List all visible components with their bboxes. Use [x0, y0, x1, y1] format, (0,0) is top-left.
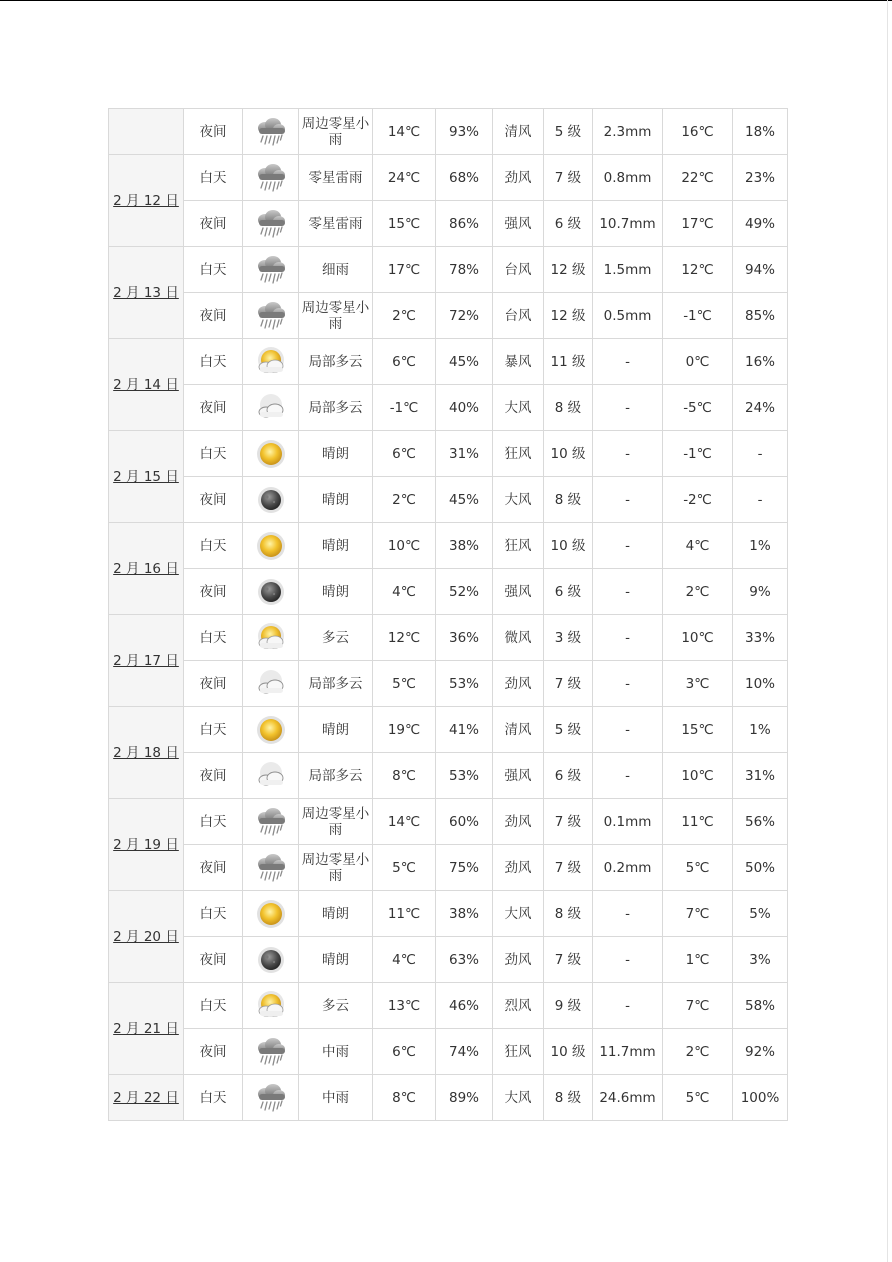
wind-cell: 劲风	[493, 845, 544, 891]
feels-like-cell: 2℃	[663, 1029, 733, 1075]
probability-cell: 94%	[733, 247, 788, 293]
icon-cell	[243, 385, 299, 431]
humidity-cell: 38%	[436, 891, 493, 937]
condition-cell: 中雨	[299, 1075, 373, 1121]
wind-cell: 狂风	[493, 523, 544, 569]
precipitation-cell: 10.7mm	[593, 201, 663, 247]
period-cell: 夜间	[184, 753, 243, 799]
date-label: 2 月 15 日	[113, 468, 179, 485]
probability-cell: 33%	[733, 615, 788, 661]
weather-forecast-table	[108, 108, 788, 1121]
probability-cell: 49%	[733, 201, 788, 247]
feels-like-cell: 22℃	[663, 155, 733, 201]
table-row	[109, 661, 788, 707]
date-label: 2 月 12 日	[113, 192, 179, 209]
humidity-cell: 60%	[436, 799, 493, 845]
table-row	[109, 247, 788, 293]
temperature-cell: 12℃	[373, 615, 436, 661]
condition-cell: 中雨	[299, 1029, 373, 1075]
probability-cell: 92%	[733, 1029, 788, 1075]
date-cell	[109, 109, 184, 155]
rain-icon	[254, 1035, 288, 1069]
partly-cloudy-night-icon	[254, 759, 288, 793]
wind-cell: 劲风	[493, 799, 544, 845]
icon-cell	[243, 799, 299, 845]
wind-cell: 强风	[493, 569, 544, 615]
precipitation-cell: -	[593, 431, 663, 477]
temperature-cell: 14℃	[373, 799, 436, 845]
date-label: 2 月 22 日	[113, 1089, 179, 1106]
feels-like-cell: -1℃	[663, 293, 733, 339]
precipitation-cell: -	[593, 891, 663, 937]
table-row	[109, 1075, 788, 1121]
moon-icon	[254, 943, 288, 977]
feels-like-cell: -1℃	[663, 431, 733, 477]
condition-cell: 周边零星小雨	[299, 109, 373, 155]
precipitation-cell: 0.8mm	[593, 155, 663, 201]
probability-cell: 3%	[733, 937, 788, 983]
table-row	[109, 983, 788, 1029]
precipitation-cell: 2.3mm	[593, 109, 663, 155]
wind-cell: 劲风	[493, 937, 544, 983]
condition-cell: 局部多云	[299, 753, 373, 799]
humidity-cell: 89%	[436, 1075, 493, 1121]
wind-level-cell: 10 级	[544, 1029, 593, 1075]
table-row	[109, 937, 788, 983]
table-row	[109, 431, 788, 477]
table-row	[109, 523, 788, 569]
humidity-cell: 46%	[436, 983, 493, 1029]
wind-cell: 大风	[493, 891, 544, 937]
precipitation-cell: 1.5mm	[593, 247, 663, 293]
probability-cell: -	[733, 431, 788, 477]
feels-like-cell: 1℃	[663, 937, 733, 983]
probability-cell: 16%	[733, 339, 788, 385]
humidity-cell: 45%	[436, 477, 493, 523]
icon-cell	[243, 109, 299, 155]
probability-cell: 10%	[733, 661, 788, 707]
icon-cell	[243, 523, 299, 569]
wind-level-cell: 6 级	[544, 569, 593, 615]
temperature-cell: 6℃	[373, 339, 436, 385]
temperature-cell: 8℃	[373, 753, 436, 799]
wind-level-cell: 7 级	[544, 155, 593, 201]
precipitation-cell: -	[593, 983, 663, 1029]
period-cell: 白天	[184, 1075, 243, 1121]
date-cell	[109, 799, 184, 891]
icon-cell	[243, 983, 299, 1029]
humidity-cell: 63%	[436, 937, 493, 983]
feels-like-cell: 15℃	[663, 707, 733, 753]
table-row	[109, 799, 788, 845]
feels-like-cell: 17℃	[663, 201, 733, 247]
wind-level-cell: 12 级	[544, 293, 593, 339]
feels-like-cell: -5℃	[663, 385, 733, 431]
icon-cell	[243, 569, 299, 615]
period-cell: 白天	[184, 615, 243, 661]
page-top-rule	[0, 0, 892, 1]
humidity-cell: 86%	[436, 201, 493, 247]
condition-cell: 晴朗	[299, 707, 373, 753]
date-cell	[109, 615, 184, 707]
humidity-cell: 74%	[436, 1029, 493, 1075]
date-cell	[109, 523, 184, 615]
partly-cloudy-night-icon	[254, 667, 288, 701]
humidity-cell: 45%	[436, 339, 493, 385]
wind-level-cell: 11 级	[544, 339, 593, 385]
wind-level-cell: 7 级	[544, 799, 593, 845]
temperature-cell: 13℃	[373, 983, 436, 1029]
period-cell: 白天	[184, 799, 243, 845]
table-row	[109, 109, 788, 155]
rain-icon	[254, 207, 288, 241]
rain-icon	[254, 805, 288, 839]
date-label: 2 月 18 日	[113, 744, 179, 761]
period-cell: 夜间	[184, 1029, 243, 1075]
feels-like-cell: 2℃	[663, 569, 733, 615]
table-row	[109, 201, 788, 247]
wind-level-cell: 5 级	[544, 109, 593, 155]
table-row	[109, 155, 788, 201]
humidity-cell: 31%	[436, 431, 493, 477]
wind-cell: 强风	[493, 201, 544, 247]
icon-cell	[243, 201, 299, 247]
precipitation-cell: 0.1mm	[593, 799, 663, 845]
humidity-cell: 40%	[436, 385, 493, 431]
feels-like-cell: 7℃	[663, 891, 733, 937]
wind-cell: 清风	[493, 707, 544, 753]
temperature-cell: 2℃	[373, 293, 436, 339]
humidity-cell: 53%	[436, 753, 493, 799]
condition-cell: 周边零星小雨	[299, 293, 373, 339]
date-label: 2 月 16 日	[113, 560, 179, 577]
probability-cell: 9%	[733, 569, 788, 615]
date-cell	[109, 339, 184, 431]
partly-cloudy-day-icon	[254, 621, 288, 655]
wind-cell: 暴风	[493, 339, 544, 385]
temperature-cell: 5℃	[373, 845, 436, 891]
rain-icon	[254, 253, 288, 287]
wind-level-cell: 10 级	[544, 431, 593, 477]
probability-cell: 1%	[733, 707, 788, 753]
precipitation-cell: -	[593, 477, 663, 523]
precipitation-cell: -	[593, 937, 663, 983]
probability-cell: 18%	[733, 109, 788, 155]
icon-cell	[243, 845, 299, 891]
humidity-cell: 68%	[436, 155, 493, 201]
table-row	[109, 293, 788, 339]
feels-like-cell: 5℃	[663, 845, 733, 891]
feels-like-cell: 11℃	[663, 799, 733, 845]
humidity-cell: 36%	[436, 615, 493, 661]
table-row	[109, 707, 788, 753]
feels-like-cell: 0℃	[663, 339, 733, 385]
probability-cell: 85%	[733, 293, 788, 339]
sun-icon	[254, 713, 288, 747]
condition-cell: 周边零星小雨	[299, 799, 373, 845]
table-row	[109, 1029, 788, 1075]
wind-level-cell: 8 级	[544, 891, 593, 937]
temperature-cell: 6℃	[373, 431, 436, 477]
condition-cell: 细雨	[299, 247, 373, 293]
icon-cell	[243, 891, 299, 937]
humidity-cell: 78%	[436, 247, 493, 293]
icon-cell	[243, 1029, 299, 1075]
table-row	[109, 845, 788, 891]
feels-like-cell: 10℃	[663, 753, 733, 799]
probability-cell: -	[733, 477, 788, 523]
precipitation-cell: -	[593, 707, 663, 753]
sun-icon	[254, 897, 288, 931]
period-cell: 白天	[184, 431, 243, 477]
wind-level-cell: 6 级	[544, 201, 593, 247]
wind-level-cell: 8 级	[544, 385, 593, 431]
moon-icon	[254, 483, 288, 517]
period-cell: 夜间	[184, 661, 243, 707]
probability-cell: 50%	[733, 845, 788, 891]
temperature-cell: 5℃	[373, 661, 436, 707]
wind-level-cell: 7 级	[544, 845, 593, 891]
period-cell: 白天	[184, 891, 243, 937]
humidity-cell: 93%	[436, 109, 493, 155]
sun-icon	[254, 437, 288, 471]
feels-like-cell: 7℃	[663, 983, 733, 1029]
date-cell	[109, 155, 184, 247]
wind-cell: 劲风	[493, 155, 544, 201]
table-row	[109, 339, 788, 385]
wind-cell: 清风	[493, 109, 544, 155]
precipitation-cell: 0.5mm	[593, 293, 663, 339]
precipitation-cell: -	[593, 339, 663, 385]
condition-cell: 多云	[299, 615, 373, 661]
period-cell: 夜间	[184, 937, 243, 983]
wind-cell: 狂风	[493, 1029, 544, 1075]
period-cell: 夜间	[184, 845, 243, 891]
icon-cell	[243, 155, 299, 201]
temperature-cell: 24℃	[373, 155, 436, 201]
wind-level-cell: 12 级	[544, 247, 593, 293]
date-label: 2 月 21 日	[113, 1020, 179, 1037]
probability-cell: 24%	[733, 385, 788, 431]
precipitation-cell: -	[593, 569, 663, 615]
period-cell: 夜间	[184, 477, 243, 523]
rain-icon	[254, 115, 288, 149]
condition-cell: 晴朗	[299, 523, 373, 569]
humidity-cell: 38%	[436, 523, 493, 569]
table-row	[109, 569, 788, 615]
icon-cell	[243, 293, 299, 339]
wind-cell: 大风	[493, 477, 544, 523]
humidity-cell: 72%	[436, 293, 493, 339]
icon-cell	[243, 431, 299, 477]
temperature-cell: 17℃	[373, 247, 436, 293]
wind-cell: 强风	[493, 753, 544, 799]
table-row	[109, 891, 788, 937]
wind-cell: 劲风	[493, 661, 544, 707]
table-row	[109, 477, 788, 523]
wind-cell: 大风	[493, 1075, 544, 1121]
wind-level-cell: 7 级	[544, 937, 593, 983]
temperature-cell: 14℃	[373, 109, 436, 155]
date-label: 2 月 20 日	[113, 928, 179, 945]
date-cell	[109, 431, 184, 523]
period-cell: 夜间	[184, 201, 243, 247]
condition-cell: 局部多云	[299, 385, 373, 431]
temperature-cell: 4℃	[373, 937, 436, 983]
probability-cell: 56%	[733, 799, 788, 845]
precipitation-cell: 11.7mm	[593, 1029, 663, 1075]
period-cell: 白天	[184, 707, 243, 753]
condition-cell: 晴朗	[299, 937, 373, 983]
temperature-cell: 8℃	[373, 1075, 436, 1121]
condition-cell: 局部多云	[299, 339, 373, 385]
temperature-cell: 4℃	[373, 569, 436, 615]
rain-icon	[254, 161, 288, 195]
wind-cell: 台风	[493, 293, 544, 339]
probability-cell: 1%	[733, 523, 788, 569]
condition-cell: 晴朗	[299, 477, 373, 523]
wind-cell: 烈风	[493, 983, 544, 1029]
feels-like-cell: 12℃	[663, 247, 733, 293]
wind-level-cell: 7 级	[544, 661, 593, 707]
probability-cell: 100%	[733, 1075, 788, 1121]
precipitation-cell: -	[593, 615, 663, 661]
period-cell: 夜间	[184, 109, 243, 155]
condition-cell: 零星雷雨	[299, 201, 373, 247]
feels-like-cell: 4℃	[663, 523, 733, 569]
date-cell	[109, 247, 184, 339]
precipitation-cell: 0.2mm	[593, 845, 663, 891]
partly-cloudy-day-icon	[254, 345, 288, 379]
wind-level-cell: 8 级	[544, 1075, 593, 1121]
period-cell: 白天	[184, 155, 243, 201]
sun-icon	[254, 529, 288, 563]
humidity-cell: 75%	[436, 845, 493, 891]
condition-cell: 多云	[299, 983, 373, 1029]
condition-cell: 零星雷雨	[299, 155, 373, 201]
date-cell	[109, 983, 184, 1075]
feels-like-cell: 5℃	[663, 1075, 733, 1121]
precipitation-cell: -	[593, 385, 663, 431]
feels-like-cell: 16℃	[663, 109, 733, 155]
date-label: 2 月 13 日	[113, 284, 179, 301]
icon-cell	[243, 477, 299, 523]
feels-like-cell: 3℃	[663, 661, 733, 707]
period-cell: 白天	[184, 983, 243, 1029]
rain-icon	[254, 851, 288, 885]
precipitation-cell: -	[593, 661, 663, 707]
wind-level-cell: 6 级	[544, 753, 593, 799]
wind-level-cell: 5 级	[544, 707, 593, 753]
humidity-cell: 41%	[436, 707, 493, 753]
date-cell	[109, 891, 184, 983]
period-cell: 夜间	[184, 293, 243, 339]
date-label: 2 月 14 日	[113, 376, 179, 393]
condition-cell: 晴朗	[299, 891, 373, 937]
wind-level-cell: 10 级	[544, 523, 593, 569]
temperature-cell: 2℃	[373, 477, 436, 523]
date-label: 2 月 17 日	[113, 652, 179, 669]
feels-like-cell: -2℃	[663, 477, 733, 523]
wind-cell: 狂风	[493, 431, 544, 477]
period-cell: 夜间	[184, 385, 243, 431]
probability-cell: 31%	[733, 753, 788, 799]
condition-cell: 晴朗	[299, 431, 373, 477]
icon-cell	[243, 753, 299, 799]
icon-cell	[243, 937, 299, 983]
wind-level-cell: 3 级	[544, 615, 593, 661]
precipitation-cell: 24.6mm	[593, 1075, 663, 1121]
table-row	[109, 385, 788, 431]
precipitation-cell: -	[593, 523, 663, 569]
period-cell: 白天	[184, 523, 243, 569]
temperature-cell: 10℃	[373, 523, 436, 569]
date-cell	[109, 707, 184, 799]
condition-cell: 局部多云	[299, 661, 373, 707]
feels-like-cell: 10℃	[663, 615, 733, 661]
partly-cloudy-day-icon	[254, 989, 288, 1023]
precipitation-cell: -	[593, 753, 663, 799]
wind-level-cell: 9 级	[544, 983, 593, 1029]
table-row	[109, 753, 788, 799]
icon-cell	[243, 615, 299, 661]
rain-icon	[254, 299, 288, 333]
temperature-cell: 6℃	[373, 1029, 436, 1075]
period-cell: 夜间	[184, 569, 243, 615]
temperature-cell: 15℃	[373, 201, 436, 247]
period-cell: 白天	[184, 339, 243, 385]
probability-cell: 23%	[733, 155, 788, 201]
icon-cell	[243, 339, 299, 385]
partly-cloudy-night-icon	[254, 391, 288, 425]
wind-level-cell: 8 级	[544, 477, 593, 523]
table-row	[109, 615, 788, 661]
date-label: 2 月 19 日	[113, 836, 179, 853]
wind-cell: 台风	[493, 247, 544, 293]
period-cell: 白天	[184, 247, 243, 293]
probability-cell: 5%	[733, 891, 788, 937]
icon-cell	[243, 707, 299, 753]
icon-cell	[243, 1075, 299, 1121]
temperature-cell: -1℃	[373, 385, 436, 431]
temperature-cell: 19℃	[373, 707, 436, 753]
wind-cell: 微风	[493, 615, 544, 661]
icon-cell	[243, 247, 299, 293]
wind-cell: 大风	[493, 385, 544, 431]
probability-cell: 58%	[733, 983, 788, 1029]
date-cell	[109, 1075, 184, 1121]
temperature-cell: 11℃	[373, 891, 436, 937]
icon-cell	[243, 661, 299, 707]
condition-cell: 晴朗	[299, 569, 373, 615]
humidity-cell: 52%	[436, 569, 493, 615]
condition-cell: 周边零星小雨	[299, 845, 373, 891]
page-right-edge	[887, 0, 888, 1262]
moon-icon	[254, 575, 288, 609]
rain-icon	[254, 1081, 288, 1115]
humidity-cell: 53%	[436, 661, 493, 707]
